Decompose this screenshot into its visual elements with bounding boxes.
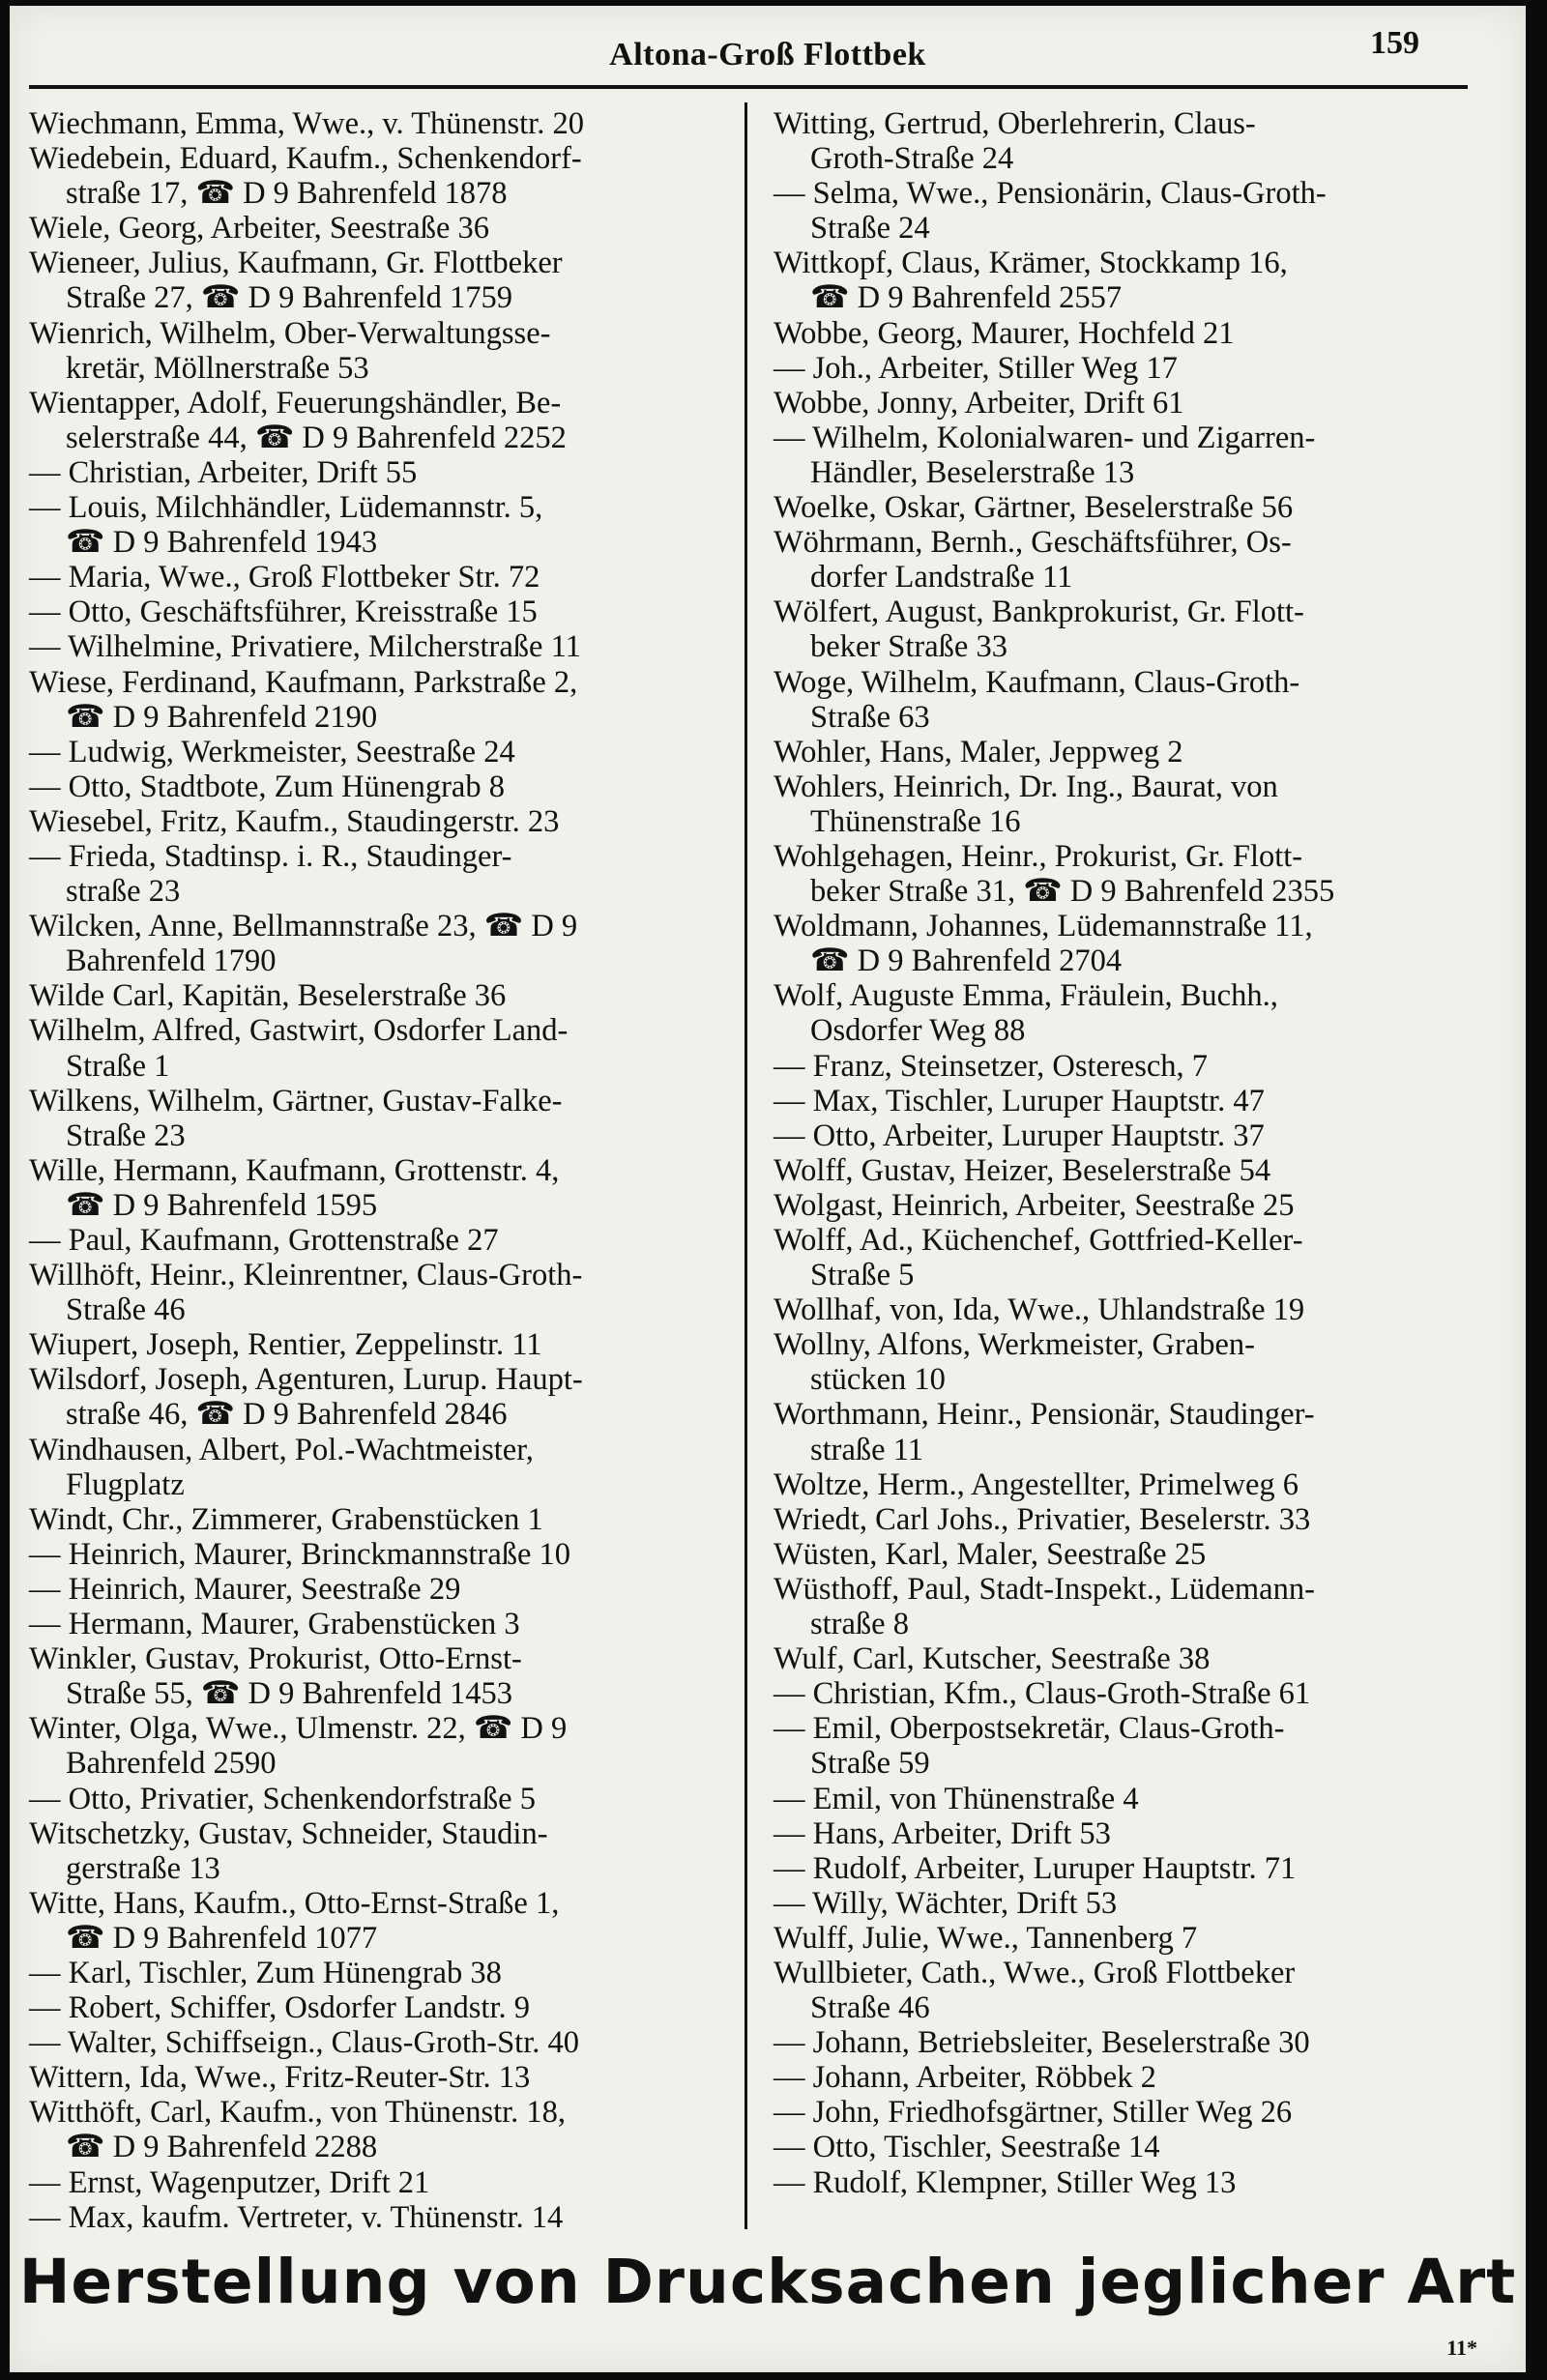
entry-continuation-line: Straße 46: [66, 1292, 186, 1328]
entry-continuation-line: Händler, Beselerstraße 13: [810, 454, 1135, 490]
directory-entry: [29, 978, 735, 1013]
directory-entry: [29, 1641, 735, 1711]
entry-line: Winkler, Gustav, Prokurist, Otto-Ernst-: [29, 1641, 522, 1677]
entry-continuation-line: Straße 23: [66, 1117, 186, 1153]
entry-continuation-line: Bahrenfeld 2590: [66, 1746, 277, 1782]
entry-line: — Otto, Geschäftsführer, Kreisstraße 15: [29, 595, 538, 630]
directory-entry: [774, 246, 1508, 315]
directory-entry: [774, 1921, 1508, 1956]
entry-line: — Karl, Tischler, Zum Hünengrab 38: [29, 1955, 502, 1990]
entry-line: — John, Friedhofsgärtner, Stiller Weg 26: [774, 2095, 1293, 2131]
entry-line: Wöhrmann, Bernh., Geschäftsführer, Os-: [774, 525, 1292, 561]
entry-continuation-line: Straße 27, ☎ D 9 Bahrenfeld 1759: [66, 280, 512, 316]
entry-line: — Hans, Arbeiter, Drift 53: [774, 1815, 1111, 1851]
directory-entry: [29, 1327, 735, 1362]
entry-line: Witting, Gertrud, Oberlehrerin, Claus-: [774, 106, 1256, 141]
entry-line: Wölfert, August, Bankprokurist, Gr. Flott-: [774, 595, 1304, 630]
entry-line: Wienrich, Wilhelm, Ober-Verwaltungsse-: [29, 315, 551, 351]
directory-page: [10, 6, 1526, 2372]
entry-line: Windt, Chr., Zimmerer, Grabenstücken 1: [29, 1501, 543, 1537]
directory-entry: [774, 1188, 1508, 1223]
directory-entry: [774, 1327, 1508, 1397]
directory-entry: [29, 1223, 735, 1258]
entry-continuation-line: Thünenstraße 16: [810, 803, 1021, 839]
directory-entry: [29, 2060, 735, 2095]
entry-continuation-line: ☎ D 9 Bahrenfeld 2288: [66, 2130, 378, 2165]
entry-line: — Rudolf, Arbeiter, Luruper Hauptstr. 71: [774, 1850, 1297, 1886]
entry-line: Witschetzky, Gustav, Schneider, Staudin-: [29, 1815, 548, 1851]
entry-continuation-line: gerstraße 13: [66, 1850, 220, 1886]
column-divider: [744, 102, 747, 2229]
directory-entry: [774, 1467, 1508, 1502]
entry-line: — Emil, Oberpostsekretär, Claus-Groth-: [774, 1711, 1285, 1747]
entry-line: Wiesebel, Fritz, Kaufm., Staudingerstr. 23: [29, 803, 560, 839]
entry-line: Wilsdorf, Joseph, Agenturen, Lurup. Haupt-: [29, 1362, 583, 1398]
directory-entry: [29, 316, 735, 386]
entry-line: — Johann, Betriebsleiter, Beselerstraße 30: [774, 2025, 1310, 2061]
entry-line: Wieneer, Julius, Kaufmann, Gr. Flottbeker: [29, 246, 563, 281]
directory-entry: [29, 455, 735, 490]
entry-line: — Emil, von Thünenstraße 4: [774, 1781, 1139, 1816]
directory-entry: [29, 1886, 735, 1956]
entry-line: Wulf, Carl, Kutscher, Seestraße 38: [774, 1641, 1211, 1677]
entry-line: — Franz, Steinsetzer, Osteresch, 7: [774, 1048, 1209, 1084]
entry-continuation-line: ☎ D 9 Bahrenfeld 2704: [810, 943, 1123, 979]
directory-entry: [774, 2025, 1508, 2060]
entry-line: — Otto, Arbeiter, Luruper Hauptstr. 37: [774, 1117, 1265, 1153]
directory-entry: [774, 1886, 1508, 1921]
directory-entry: [29, 1084, 735, 1153]
entry-line: — Louis, Milchhändler, Lüdemannstr. 5,: [29, 490, 543, 526]
entry-continuation-line: straße 46, ☎ D 9 Bahrenfeld 2846: [66, 1397, 508, 1433]
entry-line: Wiese, Ferdinand, Kaufmann, Parkstraße 2,: [29, 664, 578, 700]
entry-line: Wohlers, Heinrich, Dr. Ing., Baurat, von: [774, 769, 1278, 804]
directory-entry: [774, 2095, 1508, 2130]
directory-entry: [774, 1153, 1508, 1188]
entry-line: — Robert, Schiffer, Osdorfer Landstr. 9: [29, 1990, 530, 2026]
page-title: Altona-Groß Flottbek: [609, 37, 926, 73]
directory-entry: [29, 1502, 735, 1537]
entry-continuation-line: selerstraße 44, ☎ D 9 Bahrenfeld 2252: [66, 420, 567, 455]
entry-line: — Joh., Arbeiter, Stiller Weg 17: [774, 350, 1178, 386]
directory-entry: [774, 595, 1508, 664]
directory-entry: [774, 1956, 1508, 2025]
entry-continuation-line: Straße 55, ☎ D 9 Bahrenfeld 1453: [66, 1676, 512, 1712]
entry-continuation-line: ☎ D 9 Bahrenfeld 1943: [66, 525, 378, 561]
entry-line: Witthöft, Carl, Kaufm., von Thünenstr. 18,: [29, 2095, 567, 2131]
entry-line: — Hermann, Maurer, Grabenstücken 3: [29, 1607, 520, 1642]
entry-line: — Max, kaufm. Vertreter, v. Thünenstr. 14: [29, 2199, 564, 2235]
directory-entry: [774, 1641, 1508, 1676]
entry-line: Woltze, Herm., Angestellter, Primelweg 6: [774, 1466, 1299, 1502]
entry-continuation-line: Straße 63: [810, 699, 930, 735]
entry-line: — Wilhelmine, Privatiere, Milcherstraße 11: [29, 629, 581, 665]
directory-entry: [29, 1362, 735, 1432]
directory-entry: [774, 1816, 1508, 1851]
directory-entry: [774, 1223, 1508, 1292]
entry-line: — Christian, Arbeiter, Drift 55: [29, 454, 418, 490]
directory-entry: [774, 909, 1508, 978]
directory-entry: [774, 490, 1508, 525]
directory-entry: [29, 1572, 735, 1607]
entry-line: — Otto, Privatier, Schenkendorfstraße 5: [29, 1781, 536, 1816]
directory-entry: [774, 2060, 1508, 2095]
header-rule: [29, 85, 1468, 89]
entry-continuation-line: kretär, Möllnerstraße 53: [66, 350, 369, 386]
directory-entry: [29, 735, 735, 769]
directory-entry: [29, 909, 735, 978]
directory-entry: [29, 211, 735, 246]
directory-entry: [29, 595, 735, 629]
entry-line: Woelke, Oskar, Gärtner, Beselerstraße 56: [774, 490, 1294, 526]
directory-entry: [774, 1049, 1508, 1084]
directory-entry: [29, 106, 735, 141]
entry-line: Wilde Carl, Kapitän, Beselerstraße 36: [29, 978, 507, 1014]
entry-continuation-line: stücken 10: [810, 1362, 946, 1398]
entry-line: Willhöft, Heinr., Kleinrentner, Claus-Groth-: [29, 1258, 583, 1293]
directory-entry: [774, 106, 1508, 176]
directory-entry: [29, 1990, 735, 2025]
directory-entry: [29, 1956, 735, 1990]
directory-entry: [29, 246, 735, 315]
directory-entry: [774, 176, 1508, 246]
entry-continuation-line: ☎ D 9 Bahrenfeld 1595: [66, 1187, 378, 1223]
directory-entry: [29, 386, 735, 455]
entry-continuation-line: straße 23: [66, 874, 181, 910]
directory-entry: [774, 525, 1508, 595]
entry-line: Wüsthoff, Paul, Stadt-Inspekt., Lüdemann-: [774, 1571, 1315, 1607]
entry-line: — Willy, Wächter, Drift 53: [774, 1885, 1118, 1921]
entry-line: Wilcken, Anne, Bellmannstraße 23, ☎ D 9: [29, 909, 578, 944]
entry-line: Witte, Hans, Kaufm., Otto-Ernst-Straße 1,: [29, 1885, 560, 1921]
entry-line: Wüsten, Karl, Maler, Seestraße 25: [774, 1536, 1207, 1572]
directory-entry: [774, 1292, 1508, 1327]
advertisement-banner: Herstellung von Drucksachen jeglicher Art: [18, 2247, 1517, 2317]
entry-line: Wollny, Alfons, Werkmeister, Graben-: [774, 1327, 1256, 1363]
entry-continuation-line: straße 8: [810, 1607, 909, 1642]
entry-continuation-line: straße 17, ☎ D 9 Bahrenfeld 1878: [66, 176, 508, 212]
entry-line: Wiupert, Joseph, Rentier, Zeppelinstr. 11: [29, 1327, 542, 1363]
directory-entry: [29, 1258, 735, 1327]
entry-continuation-line: Straße 24: [810, 211, 930, 247]
directory-entry: [774, 2165, 1508, 2200]
entry-line: Worthmann, Heinr., Pensionär, Staudinger-: [774, 1397, 1315, 1433]
right-column: [774, 106, 1508, 2200]
entry-continuation-line: Straße 59: [810, 1746, 930, 1782]
entry-continuation-line: straße 11: [810, 1432, 924, 1467]
directory-entry: [29, 1013, 735, 1083]
directory-entry: [774, 316, 1508, 351]
directory-entry: [774, 2130, 1508, 2164]
directory-entry: [774, 1782, 1508, 1816]
entry-continuation-line: Flugplatz: [66, 1466, 185, 1502]
directory-entry: [774, 665, 1508, 735]
entry-line: Wollhaf, von, Ida, Wwe., Uhlandstraße 19: [774, 1292, 1305, 1328]
entry-line: Wolff, Ad., Küchenchef, Gottfried-Keller-: [774, 1223, 1303, 1258]
entry-line: — Heinrich, Maurer, Seestraße 29: [29, 1571, 461, 1607]
directory-entry: [774, 1676, 1508, 1711]
entry-line: Wolgast, Heinrich, Arbeiter, Seestraße 25: [774, 1187, 1295, 1223]
directory-entry: [774, 978, 1508, 1048]
entry-line: Wiedebein, Eduard, Kaufm., Schenkendorf-: [29, 141, 582, 177]
entry-line: — Selma, Wwe., Pensionärin, Claus-Groth-: [774, 176, 1327, 212]
entry-line: Wiechmann, Emma, Wwe., v. Thünenstr. 20: [29, 106, 584, 141]
entry-line: Woge, Wilhelm, Kaufmann, Claus-Groth-: [774, 664, 1300, 700]
entry-line: — Walter, Schiffseign., Claus-Groth-Str. 40: [29, 2025, 579, 2061]
entry-line: — Otto, Tischler, Seestraße 14: [774, 2130, 1160, 2165]
directory-entry: [774, 421, 1508, 490]
entry-continuation-line: ☎ D 9 Bahrenfeld 2190: [66, 699, 378, 735]
entry-continuation-line: Straße 46: [810, 1990, 930, 2026]
entry-line: Windhausen, Albert, Pol.-Wachtmeister,: [29, 1432, 534, 1467]
directory-entry: [774, 386, 1508, 421]
directory-entry: [29, 560, 735, 595]
entry-line: Wilhelm, Alfred, Gastwirt, Osdorfer Land-: [29, 1013, 569, 1049]
entry-line: Wille, Hermann, Kaufmann, Grottenstr. 4,: [29, 1152, 560, 1188]
directory-entry: [29, 1711, 735, 1781]
directory-entry: [29, 839, 735, 909]
entry-line: — Otto, Stadtbote, Zum Hünengrab 8: [29, 769, 505, 804]
directory-entry: [29, 141, 735, 211]
directory-entry: [774, 735, 1508, 769]
entry-line: Wobbe, Jonny, Arbeiter, Drift 61: [774, 385, 1184, 421]
directory-entry: [29, 1153, 735, 1223]
directory-entry: [774, 1537, 1508, 1572]
entry-line: Winter, Olga, Wwe., Ulmenstr. 22, ☎ D 9: [29, 1711, 568, 1747]
directory-entry: [29, 2095, 735, 2164]
left-column: [29, 106, 735, 2235]
directory-entry: [29, 804, 735, 839]
directory-entry: [29, 490, 735, 560]
directory-entry: [29, 1782, 735, 1816]
entry-line: — Maria, Wwe., Groß Flottbeker Str. 72: [29, 560, 540, 595]
directory-entry: [774, 351, 1508, 386]
entry-continuation-line: Straße 5: [810, 1258, 915, 1293]
entry-line: Wiele, Georg, Arbeiter, Seestraße 36: [29, 211, 489, 247]
entry-line: — Rudolf, Klempner, Stiller Weg 13: [774, 2164, 1237, 2200]
entry-continuation-line: dorfer Landstraße 11: [810, 560, 1073, 595]
directory-entry: [774, 1572, 1508, 1641]
directory-entry: [29, 1816, 735, 1886]
entry-line: Wittkopf, Claus, Krämer, Stockkamp 16,: [774, 246, 1288, 281]
entry-continuation-line: beker Straße 31, ☎ D 9 Bahrenfeld 2355: [810, 874, 1335, 910]
entry-continuation-line: Bahrenfeld 1790: [66, 943, 277, 979]
entry-line: Wientapper, Adolf, Feuerungshändler, Be-: [29, 385, 562, 421]
entry-continuation-line: ☎ D 9 Bahrenfeld 1077: [66, 1920, 378, 1956]
entry-continuation-line: Straße 1: [66, 1048, 170, 1084]
page-number: 159: [1370, 25, 1419, 61]
entry-line: Wullbieter, Cath., Wwe., Groß Flottbeker: [774, 1955, 1296, 1990]
directory-entry: [774, 1118, 1508, 1153]
directory-entry: [29, 2165, 735, 2200]
directory-entry: [29, 1433, 735, 1502]
entry-continuation-line: Osdorfer Weg 88: [810, 1013, 1026, 1049]
entry-line: Wohler, Hans, Maler, Jeppweg 2: [774, 734, 1183, 769]
entry-line: Wobbe, Georg, Maurer, Hochfeld 21: [774, 315, 1235, 351]
entry-line: Wolf, Auguste Emma, Fräulein, Buchh.,: [774, 978, 1278, 1014]
directory-entry: [774, 1502, 1508, 1537]
entry-line: — Paul, Kaufmann, Grottenstraße 27: [29, 1223, 499, 1258]
printer-signature-mark: 11*: [1446, 2336, 1477, 2360]
directory-entry: [29, 2200, 735, 2235]
directory-entry: [29, 769, 735, 804]
entry-line: — Christian, Kfm., Claus-Groth-Straße 61: [774, 1676, 1311, 1712]
entry-line: Wolff, Gustav, Heizer, Beselerstraße 54: [774, 1152, 1271, 1188]
entry-continuation-line: Groth-Straße 24: [810, 141, 1014, 177]
entry-line: — Max, Tischler, Luruper Hauptstr. 47: [774, 1083, 1265, 1118]
entry-line: Wriedt, Carl Johs., Privatier, Beselerstr. 33: [774, 1501, 1311, 1537]
entry-line: — Wilhelm, Kolonialwaren- und Zigarren-: [774, 420, 1316, 455]
directory-entry: [774, 769, 1508, 839]
directory-entry: [29, 665, 735, 735]
directory-entry: [29, 1607, 735, 1641]
directory-entry: [29, 1537, 735, 1572]
directory-entry: [29, 629, 735, 664]
directory-entry: [774, 839, 1508, 909]
directory-entry: [774, 1084, 1508, 1118]
entry-line: Wohlgehagen, Heinr., Prokurist, Gr. Flott-: [774, 838, 1303, 874]
entry-line: Wittern, Ida, Wwe., Fritz-Reuter-Str. 13: [29, 2060, 531, 2096]
entry-line: — Johann, Arbeiter, Röbbek 2: [774, 2060, 1156, 2096]
entry-line: Wilkens, Wilhelm, Gärtner, Gustav-Falke-: [29, 1083, 563, 1118]
directory-entry: [29, 2025, 735, 2060]
entry-line: Woldmann, Johannes, Lüdemannstraße 11,: [774, 909, 1313, 944]
directory-entry: [774, 1851, 1508, 1886]
directory-entry: [774, 1397, 1508, 1466]
entry-line: — Heinrich, Maurer, Brinckmannstraße 10: [29, 1536, 571, 1572]
entry-line: — Ernst, Wagenputzer, Drift 21: [29, 2164, 430, 2200]
entry-line: — Ludwig, Werkmeister, Seestraße 24: [29, 734, 515, 769]
directory-entry: [774, 1711, 1508, 1781]
entry-continuation-line: ☎ D 9 Bahrenfeld 2557: [810, 280, 1123, 316]
entry-line: — Frieda, Stadtinsp. i. R., Staudinger-: [29, 838, 512, 874]
entry-continuation-line: beker Straße 33: [810, 629, 1007, 665]
entry-line: Wulff, Julie, Wwe., Tannenberg 7: [774, 1920, 1198, 1956]
